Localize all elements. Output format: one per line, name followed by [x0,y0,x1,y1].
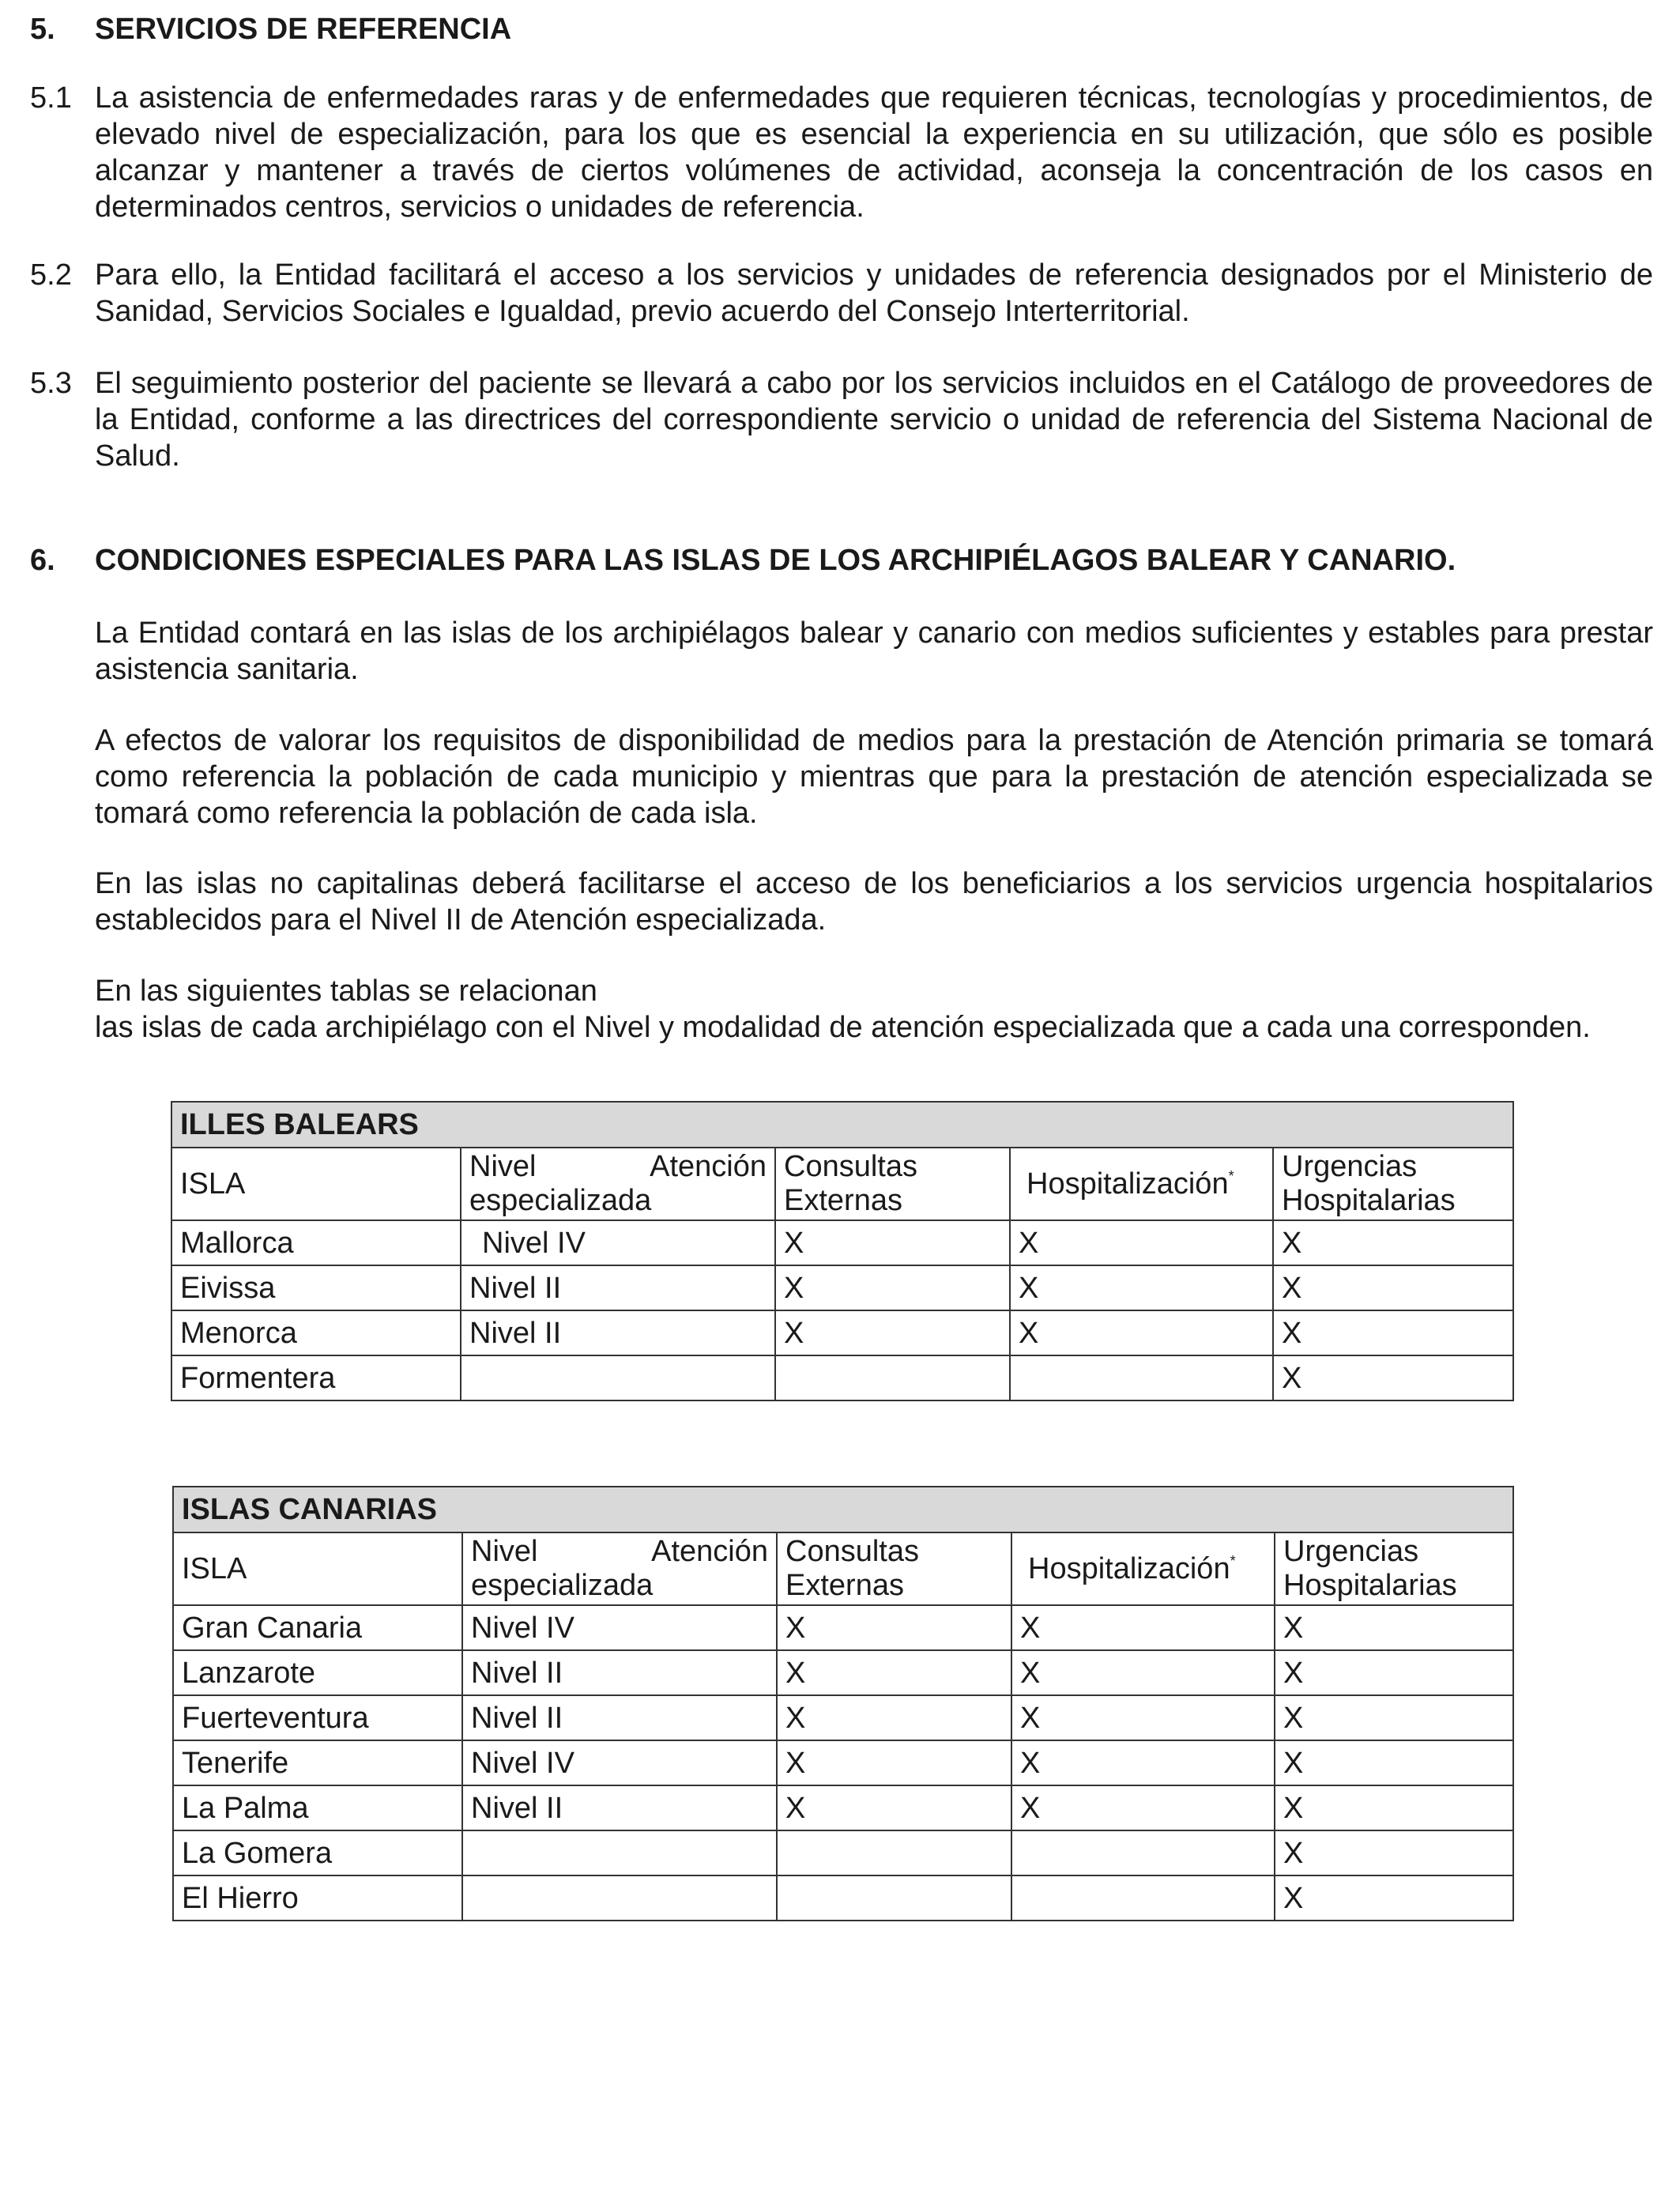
cell-consultas [777,1830,1011,1875]
cell-hospitalizacion: X [1011,1605,1275,1650]
header-urgencias-line-1: Urgencias [1283,1535,1419,1568]
section-5-number: 5. [30,13,55,46]
table-islas-canarias [172,1486,1514,1921]
header-hospitalizacion-label: Hospitalización [1026,1167,1229,1201]
cell-urgencias: X [1275,1785,1513,1830]
paragraph-5-2-text: Para ello, la Entidad facilitará el acceso a los servicios y unidades de referencia designados por el Ministerio de Sanidad, Servicios Sociales e Igualdad, previo acuerdo del Consejo Interterritorial. [95,258,1653,328]
header-urgencias-line-2: Hospitalarias [1283,1569,1457,1602]
paragraph-5-3-text: El seguimiento posterior del paciente se llevará a cabo por los servicios incluidos en el Catálogo de proveedores de la Entidad, conforme a las directrices del correspondiente servicio o unidad de referencia del Sistema Nacional de Salud. [95,367,1653,473]
cell-nivel [461,1355,775,1400]
header-nivel [462,1532,777,1605]
header-consultas-line-1: Consultas [784,1150,917,1183]
section-6-number: 6. [30,544,55,577]
cell-isla: Lanzarote [173,1650,462,1695]
cell-isla: Tenerife [173,1740,462,1785]
table-row [173,1785,1513,1830]
header-nivel-word-2: Atención [650,1150,767,1183]
paragraph-6-4 [30,973,1653,1046]
header-consultas [777,1532,1011,1605]
footnote-mark: * [1228,1167,1234,1184]
header-nivel-word-3: especializada [469,1184,652,1217]
table-row [171,1355,1513,1400]
table-row [173,1650,1513,1695]
cell-nivel: Nivel IV [462,1740,777,1785]
cell-isla: Gran Canaria [173,1605,462,1650]
cell-isla: Mallorca [171,1220,461,1265]
header-nivel [461,1148,775,1220]
cell-consultas: X [777,1695,1011,1740]
cell-consultas [777,1875,1011,1921]
cell-hospitalizacion: X [1010,1310,1273,1355]
paragraph-5-2 [30,257,1653,330]
cell-hospitalizacion: X [1010,1220,1273,1265]
table-row [171,1265,1513,1310]
cell-consultas [775,1355,1010,1400]
cell-urgencias: X [1273,1355,1513,1400]
header-consultas-line-2: Externas [784,1184,902,1217]
cell-isla: Menorca [171,1310,461,1355]
cell-isla: Fuerteventura [173,1695,462,1740]
cell-hospitalizacion: X [1011,1785,1275,1830]
header-nivel-word-2: Atención [651,1535,768,1568]
table-illes-balears [171,1101,1514,1401]
paragraph-5-1 [30,80,1653,225]
cell-consultas: X [777,1785,1011,1830]
cell-consultas: X [777,1650,1011,1695]
cell-nivel [462,1875,777,1921]
header-isla: ISLA [171,1148,461,1220]
paragraph-6-3-text: En las islas no capitalinas deberá facilitarse el acceso de los beneficiarios a los servicios urgencia hospitalarios establecidos para el Nivel II de Atención especializada. [95,867,1653,937]
header-consultas [775,1148,1010,1220]
cell-hospitalizacion: X [1011,1740,1275,1785]
header-isla: ISLA [173,1532,462,1605]
cell-urgencias: X [1275,1695,1513,1740]
cell-urgencias: X [1275,1875,1513,1921]
cell-urgencias: X [1275,1830,1513,1875]
paragraph-6-4-text [95,973,1653,1046]
header-hospitalizacion [1011,1532,1275,1605]
paragraph-6-1 [30,615,1653,688]
cell-nivel: Nivel IV [462,1605,777,1650]
header-nivel-word-3: especializada [471,1569,654,1602]
table-row [173,1830,1513,1875]
cell-hospitalizacion [1011,1875,1275,1921]
cell-hospitalizacion [1010,1355,1273,1400]
cell-urgencias: X [1273,1310,1513,1355]
cell-consultas: X [777,1605,1011,1650]
cell-nivel: Nivel II [462,1695,777,1740]
paragraph-5-1-text: La asistencia de enfermedades raras y de enfermedades que requieren técnicas, tecnologías y procedimientos, de elevado nivel de especialización, para los que es esencial la experiencia en su utilización, que sólo es posible alcanzar y mantener a través de ciertos volúmenes de actividad, aconseja la concentración de los casos en determinados centros, servicios o unidades de referencia. [95,81,1653,224]
cell-consultas: X [775,1265,1010,1310]
header-hospitalizacion-label: Hospitalización [1028,1551,1230,1585]
header-consultas-line-1: Consultas [785,1535,919,1568]
table-title: ISLAS CANARIAS [173,1487,1513,1532]
paragraph-5-1-number: 5.1 [30,81,72,115]
header-urgencias-line-1: Urgencias [1282,1150,1418,1183]
section-6-title: CONDICIONES ESPECIALES PARA LAS ISLAS DE LOS ARCHIPIÉLAGOS BALEAR Y CANARIO. [95,544,1456,577]
cell-consultas: X [777,1740,1011,1785]
header-hospitalizacion [1010,1148,1273,1220]
cell-hospitalizacion [1011,1830,1275,1875]
cell-isla: Eivissa [171,1265,461,1310]
cell-nivel: Nivel II [461,1265,775,1310]
table-header-row [173,1532,1513,1605]
table-row [173,1740,1513,1785]
cell-hospitalizacion: X [1011,1695,1275,1740]
cell-urgencias: X [1275,1650,1513,1695]
cell-isla: La Gomera [173,1830,462,1875]
cell-urgencias: X [1273,1265,1513,1310]
table-row [171,1310,1513,1355]
table-row [171,1220,1513,1265]
paragraph-5-2-number: 5.2 [30,258,72,292]
table-row [173,1695,1513,1740]
cell-nivel: Nivel II [462,1785,777,1830]
paragraph-6-4-line-2: las islas de cada archipiélago con el Nivel y modalidad de atención especializada que a cada una corresponden. [95,1011,1591,1044]
header-nivel-word-1: Nivel [471,1535,538,1568]
cell-hospitalizacion: X [1010,1265,1273,1310]
header-consultas-line-2: Externas [785,1569,904,1602]
paragraph-6-3 [30,865,1653,938]
paragraph-5-3 [30,365,1653,474]
header-urgencias-line-2: Hospitalarias [1282,1184,1456,1217]
cell-consultas: X [775,1220,1010,1265]
cell-nivel: Nivel IV [461,1220,775,1265]
cell-urgencias: X [1275,1605,1513,1650]
paragraph-5-3-number: 5.3 [30,367,72,400]
paragraph-6-2 [30,722,1653,831]
header-nivel-word-1: Nivel [469,1150,537,1183]
cell-urgencias: X [1275,1740,1513,1785]
table-header-row [171,1148,1513,1220]
cell-consultas: X [775,1310,1010,1355]
paragraph-6-1-text: La Entidad contará en las islas de los archipiélagos balear y canario con medios suficientes y estables para prestar asistencia sanitaria. [95,616,1653,686]
cell-nivel: Nivel II [461,1310,775,1355]
paragraph-6-4-line-1: En las siguientes tablas se relacionan [95,974,597,1008]
header-urgencias [1273,1148,1513,1220]
table-row [173,1875,1513,1921]
cell-urgencias: X [1273,1220,1513,1265]
header-urgencias [1275,1532,1513,1605]
cell-isla: La Palma [173,1785,462,1830]
footnote-mark: * [1230,1552,1236,1569]
table-row [173,1605,1513,1650]
table-title: ILLES BALEARS [171,1102,1513,1148]
cell-isla: Formentera [171,1355,461,1400]
cell-isla: El Hierro [173,1875,462,1921]
cell-nivel: Nivel II [462,1650,777,1695]
section-5-title: SERVICIOS DE REFERENCIA [95,13,512,46]
cell-hospitalizacion: X [1011,1650,1275,1695]
cell-nivel [462,1830,777,1875]
paragraph-6-2-text: A efectos de valorar los requisitos de disponibilidad de medios para la prestación de Atención primaria se tomará como referencia la población de cada municipio y mientras que para la prestación de atención especializada se tomará como referencia la población de cada isla. [95,724,1653,830]
